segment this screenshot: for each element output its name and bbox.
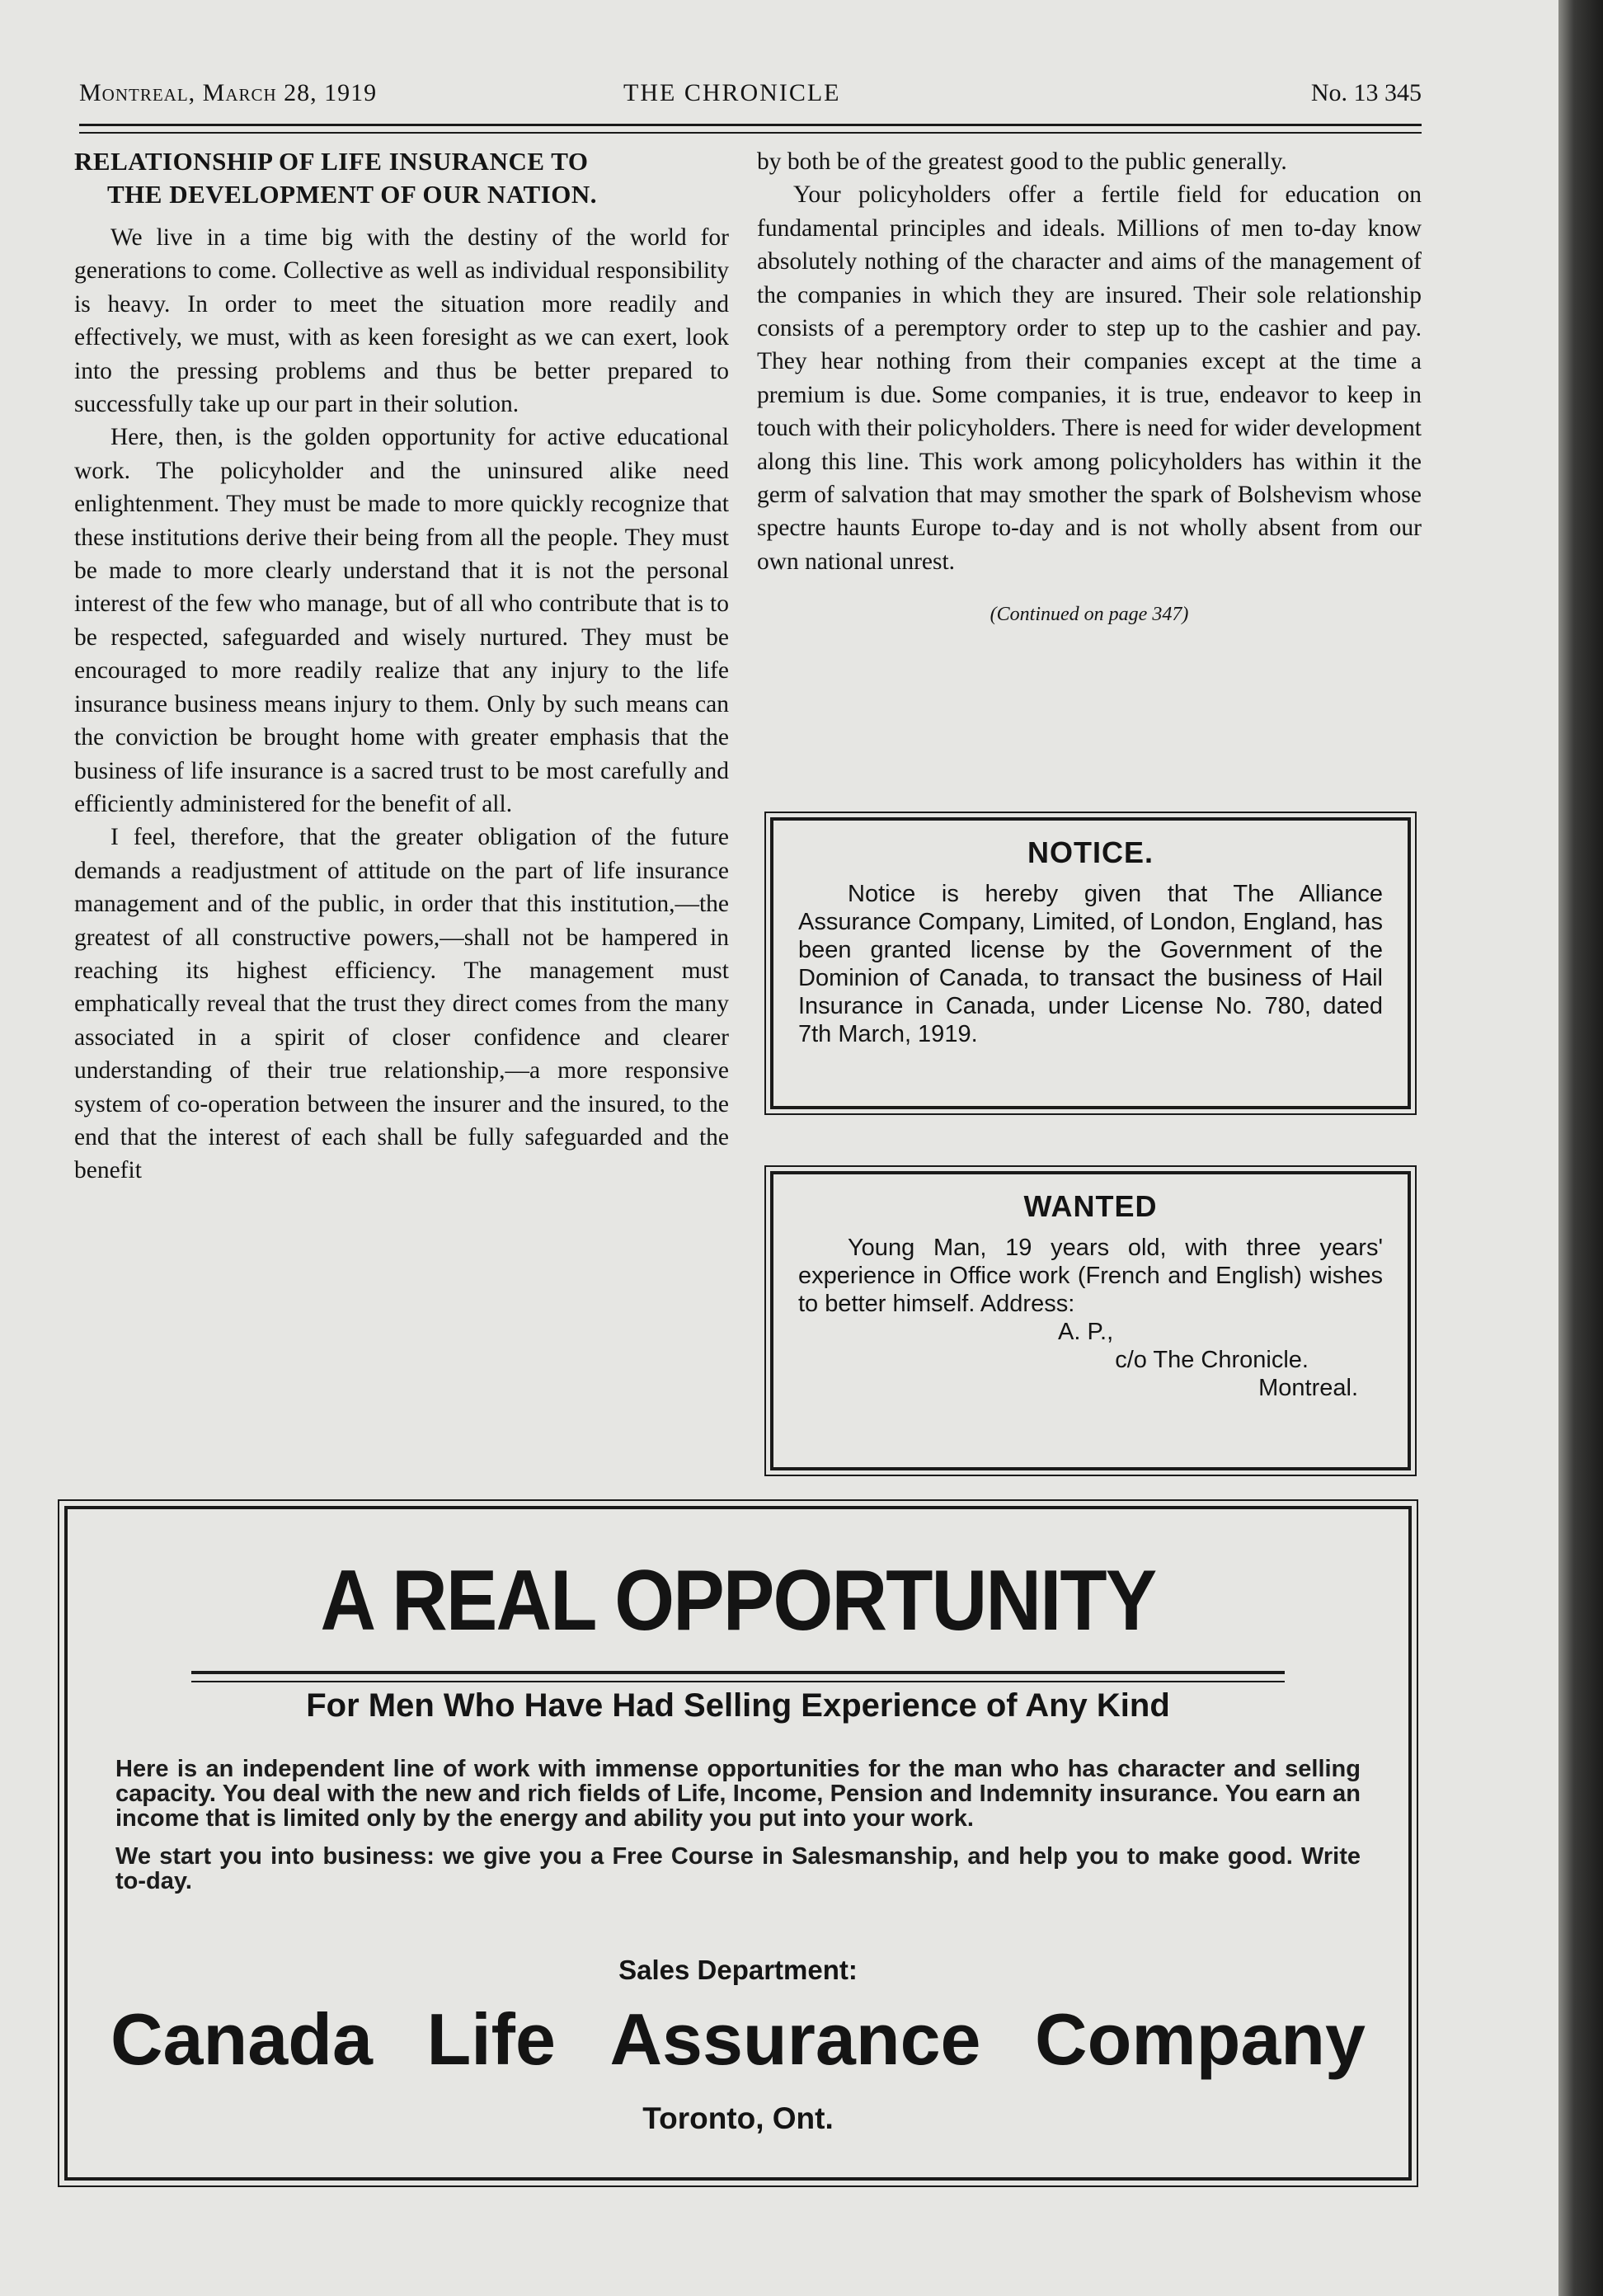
ad-company-word: Company — [1035, 1998, 1366, 2080]
wanted-title: WANTED — [1023, 1189, 1158, 1223]
ad-company-word: Life — [426, 1998, 556, 2080]
continued-note: (Continued on page 347) — [990, 604, 1189, 626]
ad-headline-rule — [191, 1671, 1285, 1682]
ad-body — [115, 1757, 1361, 1907]
article-paragraph-3: I feel, therefore, that the greater obligation of the future demands a readjustment of attitude on the part of life insurance management and of the public, in order that this institution,—the greatest of all constructive powers,—shall not be hampered in reaching its highest efficiency. The management must emphatically reveal that the trust they direct comes from the many associated in a spirit of closer confidence and clearer understanding of their true relationship,—a more responsive system of co-operation between the insurer and the insured, to the end that the interest of each shall be fully safeguarded and the benefit — [74, 824, 729, 1184]
ad-body-paragraph-1: Here is an independent line of work with immense opportunities for the man who has character and selling capacity. You deal with the new and rich fields of Life, Income, Pension and Indemnity insurance. You earn an income that is limited only by the energy and ability you put into your work. — [115, 1756, 1361, 1832]
header-issue-page: No. 13 345 — [1310, 79, 1422, 106]
notice-title: NOTICE. — [1027, 835, 1154, 869]
advertisement-box — [64, 1506, 1412, 2181]
article-title-line-2: THE DEVELOPMENT OF OUR NATION. — [107, 180, 598, 209]
article-paragraph-2: Here, then, is the golden opportunity for active educational work. The policyholder and the uninsured alike need enlightenment. They must be made to more quickly recognize that these institutions derive their being from all the people. They must be made to more clearly understand that it is not the personal interest of the few who manage, but of all who contribute that is to be respected, safeguarded and wisely nurtured. They must be encouraged to more readily realize that any injury to the life insurance business means injury to them. Only by such means can the conviction be brought home with greater emphasis that the business of life insurance is a sacred trust to be most carefully and efficiently administered for the benefit of all. — [74, 424, 729, 817]
wanted-box — [770, 1171, 1411, 1470]
ad-company-word: Assurance — [609, 1998, 981, 2080]
article-title-line-1: RELATIONSHIP OF LIFE INSURANCE TO — [74, 147, 589, 176]
ad-company-name — [110, 1997, 1366, 2082]
book-spine-shadow — [1558, 0, 1603, 2296]
article-right-column — [757, 145, 1422, 632]
notice-text: Notice is hereby given that The Alliance Assurance Company, Limited, of London, England, has been granted license by the Government of the Dominion of Canada, to transact the business of Hail Insurance in Canada, under License No. 780, dated 7th March, 1919. — [798, 881, 1383, 1047]
ad-subheadline: For Men Who Have Had Selling Experience of Any Kind — [306, 1687, 1170, 1724]
header-publication: THE CHRONICLE — [623, 79, 841, 106]
article-left-column — [74, 145, 729, 1188]
wanted-text: Young Man, 19 years old, with three years' experience in Office work (French and English) wishes to better himself. Address: — [798, 1235, 1383, 1317]
wanted-address-city: Montreal. — [1258, 1375, 1358, 1401]
page-header — [79, 73, 1422, 122]
notice-box — [770, 817, 1411, 1109]
article-title — [74, 145, 729, 211]
ad-body-paragraph-2: We start you into business: we give you a Free Course in Salesmanship, and help you to make good. Write to-day. — [115, 1843, 1361, 1894]
wanted-address-care: c/o The Chronicle. — [1115, 1347, 1309, 1373]
header-dateline: Montreal, March 28, 1919 — [79, 79, 378, 106]
ad-headline: A REAL OPPORTUNITY — [320, 1553, 1156, 1649]
article-paragraph-1: We live in a time big with the destiny of the world for generations to come. Collective as well as individual responsibility is heavy. In order to meet the situation more readily and effectively, we must, with as keen foresight as we can exert, look into the pressing problems and thus be better prepared to successfully take up our part in their solution. — [74, 224, 729, 418]
wanted-address-name: A. P., — [1058, 1319, 1114, 1345]
ad-company-word: Canada — [110, 1998, 373, 2080]
header-rule — [79, 124, 1422, 134]
article-paragraph-5: Your policyholders offer a fertile field for education on fundamental principles and ideals. Millions of men to-day know absolutely nothing of the character and aims of the management of the companies in which they are insured. Their sole relationship consists of a peremptory order to step up to the cashier and pay. They hear nothing from their companies except at the time a premium is due. Some companies, it is true, endeavor to keep in touch with their policyholders. There is need for wider development along this line. This work among policyholders has within it the germ of salvation that may smother the spark of Bolshevism whose spectre haunts Europe to-day and is not wholly absent from our own national unrest. — [757, 181, 1422, 575]
article-paragraph-4: by both be of the greatest good to the public generally. — [757, 148, 1287, 175]
ad-sales-department: Sales Department: — [618, 1955, 858, 1985]
ad-company-city: Toronto, Ont. — [642, 2101, 834, 2135]
